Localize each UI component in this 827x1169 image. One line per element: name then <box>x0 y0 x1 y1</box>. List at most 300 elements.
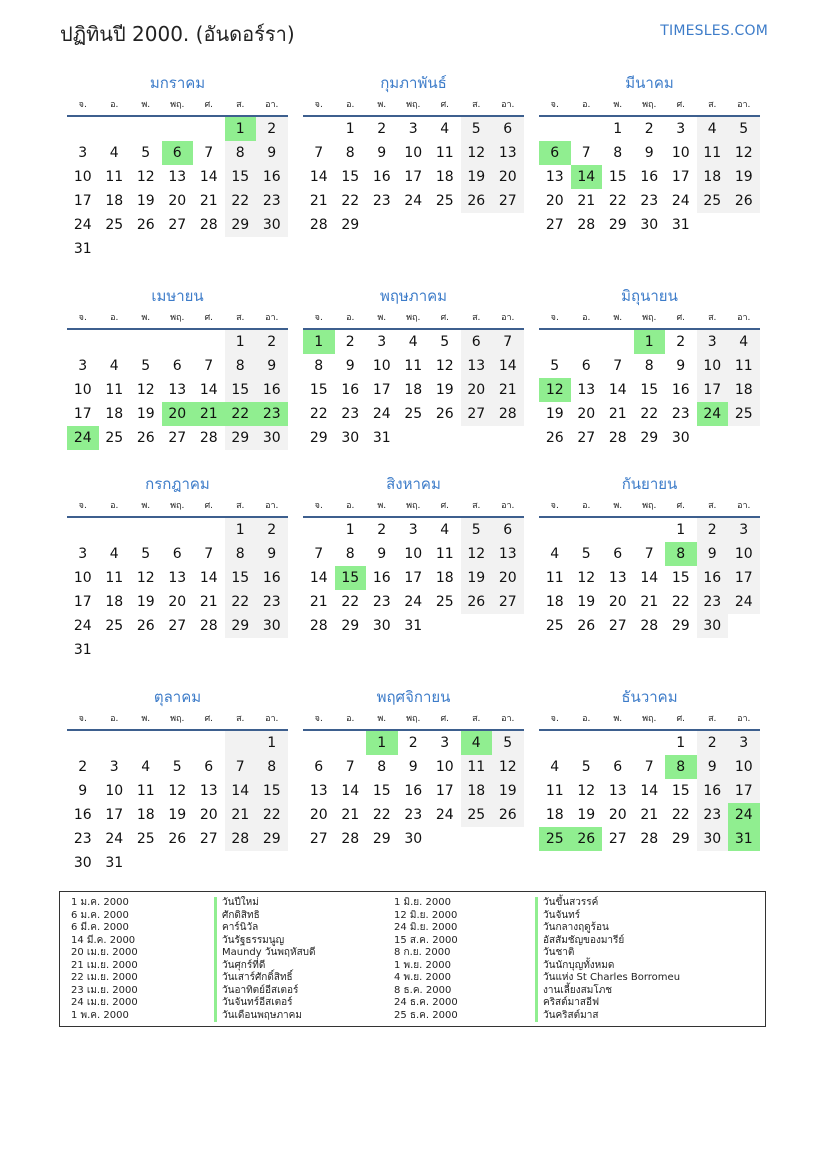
day-cell[interactable]: 1 <box>613 121 623 137</box>
day-cell[interactable]: 30 <box>256 426 288 450</box>
day-cell[interactable]: 22 <box>225 590 257 614</box>
day-cell[interactable]: 27 <box>492 590 524 614</box>
day-cell[interactable]: 9 <box>697 542 729 566</box>
day-cell[interactable]: 14 <box>640 783 659 799</box>
day-cell[interactable]: 7 <box>644 759 654 775</box>
day-cell[interactable]: 4 <box>141 759 151 775</box>
day-cell[interactable]: 11 <box>435 546 454 562</box>
day-cell[interactable]: 9 <box>345 358 355 374</box>
day-cell[interactable]: 6 <box>581 358 591 374</box>
day-cell[interactable]: 5 <box>141 145 151 161</box>
day-cell[interactable]: 5 <box>581 759 591 775</box>
day-cell[interactable]: 29 <box>225 614 257 638</box>
day-cell[interactable]: 10 <box>697 354 729 378</box>
day-cell[interactable]: 7 <box>225 755 257 779</box>
day-cell[interactable]: 28 <box>309 618 328 634</box>
day-cell[interactable]: 26 <box>461 590 493 614</box>
day-cell[interactable]: 20 <box>492 165 524 189</box>
day-cell[interactable]: 2 <box>78 759 88 775</box>
day-cell[interactable]: 3 <box>377 334 387 350</box>
day-cell[interactable]: 4 <box>408 334 418 350</box>
day-cell[interactable]: 26 <box>492 803 524 827</box>
day-cell[interactable]: 20 <box>608 594 627 610</box>
day-cell[interactable]: 12 <box>492 755 524 779</box>
day-cell[interactable]: 5 <box>141 546 151 562</box>
day-cell[interactable]: 14 <box>341 783 360 799</box>
day-cell[interactable]: 18 <box>404 382 423 398</box>
day-cell[interactable]: 2 <box>377 522 387 538</box>
day-cell[interactable]: 22 <box>341 193 360 209</box>
day-cell[interactable]: 21 <box>608 406 627 422</box>
day-cell[interactable]: 27 <box>199 831 218 847</box>
day-cell[interactable]: 28 <box>640 618 659 634</box>
day-cell[interactable]: 6 <box>172 358 182 374</box>
day-cell[interactable]: 29 <box>225 426 257 450</box>
day-cell[interactable]: 24 <box>728 590 760 614</box>
day-cell[interactable]: 15 <box>671 783 690 799</box>
day-cell[interactable]: 20 <box>168 594 187 610</box>
day-cell[interactable]: 11 <box>105 169 124 185</box>
day-cell[interactable]: 23 <box>372 594 391 610</box>
day-cell[interactable]: 18 <box>545 807 564 823</box>
day-cell[interactable]: 6 <box>613 546 623 562</box>
day-cell[interactable]: 28 <box>309 217 328 233</box>
day-cell[interactable]: 17 <box>435 783 454 799</box>
day-cell[interactable]: 3 <box>728 731 760 755</box>
day-cell[interactable]: 7 <box>314 546 324 562</box>
day-cell[interactable]: 1 <box>366 731 398 755</box>
day-cell[interactable]: 15 <box>372 783 391 799</box>
day-cell[interactable]: 30 <box>404 831 423 847</box>
day-cell[interactable]: 25 <box>539 827 571 851</box>
day-cell[interactable]: 11 <box>697 141 729 165</box>
day-cell[interactable]: 22 <box>671 594 690 610</box>
day-cell[interactable]: 12 <box>136 570 155 586</box>
day-cell[interactable]: 26 <box>136 217 155 233</box>
day-cell[interactable]: 8 <box>345 145 355 161</box>
day-cell[interactable]: 26 <box>168 831 187 847</box>
day-cell[interactable]: 2 <box>377 121 387 137</box>
day-cell[interactable]: 1 <box>634 330 666 354</box>
day-cell[interactable]: 5 <box>172 759 182 775</box>
day-cell[interactable]: 5 <box>440 334 450 350</box>
day-cell[interactable]: 6 <box>492 518 524 542</box>
day-cell[interactable]: 22 <box>225 189 257 213</box>
day-cell[interactable]: 8 <box>613 145 623 161</box>
day-cell[interactable]: 18 <box>105 406 124 422</box>
day-cell[interactable]: 9 <box>377 145 387 161</box>
day-cell[interactable]: 18 <box>697 165 729 189</box>
day-cell[interactable]: 15 <box>256 779 288 803</box>
day-cell[interactable]: 21 <box>309 594 328 610</box>
day-cell[interactable]: 18 <box>435 169 454 185</box>
day-cell[interactable]: 23 <box>697 803 729 827</box>
day-cell[interactable]: 14 <box>571 165 603 189</box>
day-cell[interactable]: 13 <box>577 382 596 398</box>
day-cell[interactable]: 30 <box>73 855 92 871</box>
day-cell[interactable]: 23 <box>73 831 92 847</box>
day-cell[interactable]: 29 <box>372 831 391 847</box>
day-cell[interactable]: 23 <box>256 189 288 213</box>
day-cell[interactable]: 15 <box>225 378 257 402</box>
day-cell[interactable]: 21 <box>640 594 659 610</box>
day-cell[interactable]: 23 <box>256 402 288 426</box>
day-cell[interactable]: 28 <box>225 827 257 851</box>
day-cell[interactable]: 30 <box>372 618 391 634</box>
day-cell[interactable]: 13 <box>608 570 627 586</box>
day-cell[interactable]: 21 <box>640 807 659 823</box>
day-cell[interactable]: 10 <box>404 546 423 562</box>
day-cell[interactable]: 25 <box>697 189 729 213</box>
day-cell[interactable]: 14 <box>309 570 328 586</box>
day-cell[interactable]: 28 <box>640 831 659 847</box>
day-cell[interactable]: 28 <box>577 217 596 233</box>
day-cell[interactable]: 10 <box>404 145 423 161</box>
day-cell[interactable]: 22 <box>341 594 360 610</box>
day-cell[interactable]: 11 <box>105 382 124 398</box>
day-cell[interactable]: 19 <box>577 807 596 823</box>
day-cell[interactable]: 13 <box>199 783 218 799</box>
day-cell[interactable]: 20 <box>608 807 627 823</box>
day-cell[interactable]: 11 <box>461 755 493 779</box>
day-cell[interactable]: 30 <box>697 614 729 638</box>
day-cell[interactable]: 16 <box>671 382 690 398</box>
day-cell[interactable]: 17 <box>671 169 690 185</box>
day-cell[interactable]: 29 <box>608 217 627 233</box>
day-cell[interactable]: 28 <box>199 430 218 446</box>
day-cell[interactable]: 5 <box>141 358 151 374</box>
day-cell[interactable]: 8 <box>256 755 288 779</box>
day-cell[interactable]: 23 <box>404 807 423 823</box>
day-cell[interactable]: 25 <box>404 406 423 422</box>
day-cell[interactable]: 22 <box>608 193 627 209</box>
day-cell[interactable]: 1 <box>345 522 355 538</box>
day-cell[interactable]: 14 <box>640 570 659 586</box>
day-cell[interactable]: 7 <box>492 330 524 354</box>
day-cell[interactable]: 4 <box>440 522 450 538</box>
day-cell[interactable]: 20 <box>545 193 564 209</box>
day-cell[interactable]: 18 <box>545 594 564 610</box>
day-cell[interactable]: 23 <box>671 406 690 422</box>
day-cell[interactable]: 3 <box>78 546 88 562</box>
day-cell[interactable]: 15 <box>309 382 328 398</box>
day-cell[interactable]: 31 <box>73 241 92 257</box>
day-cell[interactable]: 18 <box>435 570 454 586</box>
day-cell[interactable]: 30 <box>640 217 659 233</box>
day-cell[interactable]: 27 <box>608 831 627 847</box>
day-cell[interactable]: 11 <box>105 570 124 586</box>
day-cell[interactable]: 7 <box>644 546 654 562</box>
day-cell[interactable]: 29 <box>671 831 690 847</box>
day-cell[interactable]: 24 <box>372 406 391 422</box>
day-cell[interactable]: 24 <box>67 426 99 450</box>
day-cell[interactable]: 28 <box>199 217 218 233</box>
day-cell[interactable]: 4 <box>728 330 760 354</box>
day-cell[interactable]: 19 <box>168 807 187 823</box>
day-cell[interactable]: 29 <box>640 430 659 446</box>
day-cell[interactable]: 14 <box>309 169 328 185</box>
day-cell[interactable]: 3 <box>408 522 418 538</box>
day-cell[interactable]: 10 <box>73 169 92 185</box>
day-cell[interactable]: 7 <box>204 145 214 161</box>
day-cell[interactable]: 17 <box>404 169 423 185</box>
day-cell[interactable]: 5 <box>492 731 524 755</box>
day-cell[interactable]: 21 <box>309 193 328 209</box>
day-cell[interactable]: 24 <box>105 831 124 847</box>
day-cell[interactable]: 30 <box>256 213 288 237</box>
day-cell[interactable]: 19 <box>461 566 493 590</box>
day-cell[interactable]: 5 <box>550 358 560 374</box>
day-cell[interactable]: 22 <box>256 803 288 827</box>
day-cell[interactable]: 19 <box>728 165 760 189</box>
day-cell[interactable]: 20 <box>162 402 194 426</box>
day-cell[interactable]: 12 <box>168 783 187 799</box>
day-cell[interactable]: 24 <box>73 618 92 634</box>
day-cell[interactable]: 28 <box>341 831 360 847</box>
day-cell[interactable]: 20 <box>309 807 328 823</box>
day-cell[interactable]: 3 <box>728 518 760 542</box>
day-cell[interactable]: 25 <box>136 831 155 847</box>
day-cell[interactable]: 4 <box>109 546 119 562</box>
day-cell[interactable]: 31 <box>105 855 124 871</box>
day-cell[interactable]: 9 <box>377 546 387 562</box>
day-cell[interactable]: 10 <box>435 759 454 775</box>
day-cell[interactable]: 26 <box>571 827 603 851</box>
day-cell[interactable]: 21 <box>492 378 524 402</box>
day-cell[interactable]: 7 <box>204 546 214 562</box>
day-cell[interactable]: 29 <box>225 213 257 237</box>
day-cell[interactable]: 27 <box>545 217 564 233</box>
day-cell[interactable]: 26 <box>136 430 155 446</box>
day-cell[interactable]: 19 <box>136 594 155 610</box>
day-cell[interactable]: 4 <box>550 546 560 562</box>
day-cell[interactable]: 17 <box>728 566 760 590</box>
day-cell[interactable]: 2 <box>345 334 355 350</box>
day-cell[interactable]: 25 <box>435 193 454 209</box>
day-cell[interactable]: 16 <box>697 566 729 590</box>
day-cell[interactable]: 9 <box>697 755 729 779</box>
day-cell[interactable]: 28 <box>492 402 524 426</box>
day-cell[interactable]: 10 <box>73 570 92 586</box>
day-cell[interactable]: 9 <box>78 783 88 799</box>
day-cell[interactable]: 27 <box>168 217 187 233</box>
day-cell[interactable]: 1 <box>225 117 257 141</box>
day-cell[interactable]: 11 <box>728 354 760 378</box>
day-cell[interactable]: 1 <box>676 522 686 538</box>
day-cell[interactable]: 16 <box>73 807 92 823</box>
day-cell[interactable]: 7 <box>613 358 623 374</box>
day-cell[interactable]: 6 <box>613 759 623 775</box>
day-cell[interactable]: 1 <box>225 518 257 542</box>
day-cell[interactable]: 12 <box>728 141 760 165</box>
day-cell[interactable]: 2 <box>256 117 288 141</box>
day-cell[interactable]: 14 <box>199 169 218 185</box>
day-cell[interactable]: 17 <box>404 570 423 586</box>
day-cell[interactable]: 30 <box>697 827 729 851</box>
day-cell[interactable]: 9 <box>256 141 288 165</box>
day-cell[interactable]: 26 <box>435 406 454 422</box>
day-cell[interactable]: 8 <box>314 358 324 374</box>
day-cell[interactable]: 31 <box>73 642 92 658</box>
day-cell[interactable]: 8 <box>377 759 387 775</box>
day-cell[interactable]: 26 <box>577 618 596 634</box>
day-cell[interactable]: 5 <box>461 117 493 141</box>
day-cell[interactable]: 13 <box>545 169 564 185</box>
day-cell[interactable]: 6 <box>461 330 493 354</box>
day-cell[interactable]: 9 <box>676 358 686 374</box>
day-cell[interactable]: 18 <box>105 594 124 610</box>
day-cell[interactable]: 19 <box>577 594 596 610</box>
day-cell[interactable]: 15 <box>335 566 367 590</box>
day-cell[interactable]: 17 <box>697 378 729 402</box>
day-cell[interactable]: 22 <box>225 402 257 426</box>
day-cell[interactable]: 3 <box>109 759 119 775</box>
day-cell[interactable]: 4 <box>109 358 119 374</box>
day-cell[interactable]: 25 <box>728 402 760 426</box>
day-cell[interactable]: 29 <box>671 618 690 634</box>
day-cell[interactable]: 8 <box>225 542 257 566</box>
day-cell[interactable]: 31 <box>404 618 423 634</box>
day-cell[interactable]: 24 <box>697 402 729 426</box>
day-cell[interactable]: 6 <box>172 546 182 562</box>
day-cell[interactable]: 31 <box>372 430 391 446</box>
day-cell[interactable]: 16 <box>372 570 391 586</box>
day-cell[interactable]: 9 <box>256 354 288 378</box>
day-cell[interactable]: 12 <box>577 570 596 586</box>
day-cell[interactable]: 8 <box>665 542 697 566</box>
day-cell[interactable]: 19 <box>435 382 454 398</box>
day-cell[interactable]: 3 <box>78 358 88 374</box>
day-cell[interactable]: 2 <box>408 735 418 751</box>
day-cell[interactable]: 24 <box>435 807 454 823</box>
day-cell[interactable]: 6 <box>162 141 194 165</box>
day-cell[interactable]: 4 <box>550 759 560 775</box>
day-cell[interactable]: 30 <box>671 430 690 446</box>
day-cell[interactable]: 12 <box>136 169 155 185</box>
day-cell[interactable]: 9 <box>644 145 654 161</box>
day-cell[interactable]: 26 <box>728 189 760 213</box>
day-cell[interactable]: 13 <box>168 169 187 185</box>
day-cell[interactable]: 13 <box>168 382 187 398</box>
day-cell[interactable]: 28 <box>199 618 218 634</box>
day-cell[interactable]: 19 <box>461 165 493 189</box>
day-cell[interactable]: 13 <box>492 141 524 165</box>
day-cell[interactable]: 18 <box>728 378 760 402</box>
day-cell[interactable]: 17 <box>372 382 391 398</box>
day-cell[interactable]: 10 <box>728 755 760 779</box>
day-cell[interactable]: 14 <box>199 382 218 398</box>
day-cell[interactable]: 29 <box>309 430 328 446</box>
day-cell[interactable]: 5 <box>581 546 591 562</box>
day-cell[interactable]: 2 <box>676 334 686 350</box>
day-cell[interactable]: 30 <box>256 614 288 638</box>
day-cell[interactable]: 21 <box>199 193 218 209</box>
day-cell[interactable]: 20 <box>492 566 524 590</box>
day-cell[interactable]: 5 <box>728 117 760 141</box>
day-cell[interactable]: 27 <box>168 430 187 446</box>
day-cell[interactable]: 26 <box>136 618 155 634</box>
day-cell[interactable]: 24 <box>404 594 423 610</box>
day-cell[interactable]: 20 <box>461 378 493 402</box>
day-cell[interactable]: 23 <box>640 193 659 209</box>
day-cell[interactable]: 11 <box>435 145 454 161</box>
day-cell[interactable]: 17 <box>728 779 760 803</box>
day-cell[interactable]: 14 <box>492 354 524 378</box>
day-cell[interactable]: 14 <box>608 382 627 398</box>
day-cell[interactable]: 2 <box>697 518 729 542</box>
day-cell[interactable]: 23 <box>341 406 360 422</box>
day-cell[interactable]: 13 <box>608 783 627 799</box>
day-cell[interactable]: 27 <box>309 831 328 847</box>
day-cell[interactable]: 31 <box>728 827 760 851</box>
day-cell[interactable]: 11 <box>404 358 423 374</box>
day-cell[interactable]: 8 <box>225 141 257 165</box>
day-cell[interactable]: 20 <box>168 193 187 209</box>
day-cell[interactable]: 18 <box>105 193 124 209</box>
day-cell[interactable]: 13 <box>309 783 328 799</box>
day-cell[interactable]: 20 <box>199 807 218 823</box>
day-cell[interactable]: 1 <box>676 735 686 751</box>
day-cell[interactable]: 6 <box>492 117 524 141</box>
day-cell[interactable]: 16 <box>640 169 659 185</box>
day-cell[interactable]: 11 <box>136 783 155 799</box>
day-cell[interactable]: 8 <box>644 358 654 374</box>
day-cell[interactable]: 8 <box>345 546 355 562</box>
day-cell[interactable]: 24 <box>404 193 423 209</box>
day-cell[interactable]: 16 <box>341 382 360 398</box>
day-cell[interactable]: 22 <box>671 807 690 823</box>
day-cell[interactable]: 27 <box>168 618 187 634</box>
day-cell[interactable]: 9 <box>256 542 288 566</box>
day-cell[interactable]: 31 <box>671 217 690 233</box>
day-cell[interactable]: 21 <box>193 402 225 426</box>
day-cell[interactable]: 11 <box>545 783 564 799</box>
day-cell[interactable]: 12 <box>577 783 596 799</box>
day-cell[interactable]: 1 <box>225 330 257 354</box>
day-cell[interactable]: 24 <box>728 803 760 827</box>
day-cell[interactable]: 25 <box>461 803 493 827</box>
day-cell[interactable]: 2 <box>697 731 729 755</box>
day-cell[interactable]: 13 <box>168 570 187 586</box>
day-cell[interactable]: 10 <box>73 382 92 398</box>
day-cell[interactable]: 25 <box>545 618 564 634</box>
day-cell[interactable]: 15 <box>640 382 659 398</box>
day-cell[interactable]: 22 <box>372 807 391 823</box>
day-cell[interactable]: 16 <box>372 169 391 185</box>
day-cell[interactable]: 4 <box>109 145 119 161</box>
day-cell[interactable]: 3 <box>440 735 450 751</box>
day-cell[interactable]: 20 <box>577 406 596 422</box>
day-cell[interactable]: 8 <box>665 755 697 779</box>
day-cell[interactable]: 29 <box>341 618 360 634</box>
day-cell[interactable]: 10 <box>372 358 391 374</box>
day-cell[interactable]: 24 <box>671 193 690 209</box>
day-cell[interactable]: 18 <box>136 807 155 823</box>
day-cell[interactable]: 7 <box>204 358 214 374</box>
day-cell[interactable]: 19 <box>136 406 155 422</box>
day-cell[interactable]: 26 <box>545 430 564 446</box>
day-cell[interactable]: 15 <box>341 169 360 185</box>
day-cell[interactable]: 25 <box>105 217 124 233</box>
day-cell[interactable]: 16 <box>256 566 288 590</box>
day-cell[interactable]: 28 <box>608 430 627 446</box>
day-cell[interactable]: 1 <box>256 731 288 755</box>
day-cell[interactable]: 9 <box>408 759 418 775</box>
day-cell[interactable]: 23 <box>372 193 391 209</box>
day-cell[interactable]: 27 <box>577 430 596 446</box>
day-cell[interactable]: 14 <box>225 779 257 803</box>
day-cell[interactable]: 2 <box>256 518 288 542</box>
